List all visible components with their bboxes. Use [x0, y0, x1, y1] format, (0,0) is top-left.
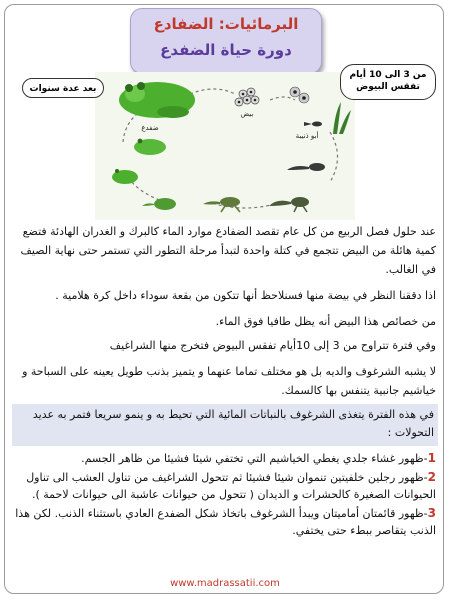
young-frog-icon [112, 169, 138, 184]
tadpole-label: أبو ذنيبة [295, 132, 319, 140]
tadpole-with-legs-icon [269, 197, 309, 212]
froglet-icon [203, 197, 240, 212]
paragraph-tadpole: لا يشبه الشرغوف والديه بل هو مختلف تماما عنهما و يتميز بذنب طويل يعينه على السباحة و خياشيم جانبية يتنفس بها كالسمك. [22, 365, 436, 397]
transformations-intro: في هذه الفترة يتغذى الشرغوف بالنباتات المائية التي تحيط به و ينمو سريعا فتمر به عديد التحولات : [12, 404, 438, 446]
paragraph-egg-look: اذا دققنا النظر في بيضة منها فسنلاحظ أنها تتكون من بقعة سوداء داخل كرة هلامية . [55, 289, 436, 302]
list-number: 2 [427, 470, 436, 484]
page-subtitle: دورة حياة الضفدع [160, 41, 292, 59]
list-item [12, 469, 436, 503]
list-text: -ظهور رجلين خلفيتين تنموان شيئا فشيئا ثم تتحول الشراغيف من تناول العشب الى تناول الحيوانات الصغيرة كالحشرات و الديدان ( تتحول من حيوانات عاشبة الى حيوانات لاحمة ). [26, 471, 436, 501]
adult-frog-icon [119, 82, 195, 118]
list-item [12, 505, 436, 539]
list-number: 1 [427, 451, 436, 465]
paragraph-spring: عند حلول فصل الربيع من كل عام تقصد الضفادع موارد الماء كالبرك و الغدران الهادئة فتضع كمية هائلة من البيض تتجمع في كتلة واحدة لتبدأ مرحلة التطور التي تستمر حتى نهاية الصيف في الغالب. [20, 225, 436, 276]
callout-hatch-days: من 3 الى 10 أيام تفقس البيوض [340, 64, 436, 100]
list-item [12, 450, 436, 467]
list-text: -ظهور قائمتان أماميتان ويبدأ الشرغوف باتخاذ شكل الضفدع العادي باستثناء الذنب. لكن هذا الذنب يتقاصر ببطء حتى يختفي. [15, 507, 436, 537]
transformations-list [12, 450, 436, 541]
hatching-eggs-icon [290, 87, 309, 103]
young-tadpole-icon [304, 122, 322, 127]
frog-label: ضفدع [141, 124, 159, 132]
list-text: -ظهور غشاء جلدي يغطي الخياشيم التي تختفي شيئا فشيئا من ظاهر الجسم. [81, 452, 428, 465]
list-number: 3 [427, 506, 436, 520]
title-box [130, 8, 322, 74]
small-frog-icon [134, 139, 166, 155]
life-cycle-svg [95, 72, 355, 220]
eggs-icon [235, 88, 259, 106]
paragraph-egg-float: من خصائص هذا البيض أنه يظل طافيا فوق الماء. [215, 315, 436, 328]
page-title: البرمائيات: الضفادع [153, 15, 299, 33]
water-plant-icon [333, 102, 351, 134]
tadpole-icon [287, 163, 325, 171]
young-frog-tail-icon [142, 198, 176, 210]
frog-life-cycle-diagram [95, 72, 355, 220]
footer-url[interactable]: www.madrassatii.com [170, 578, 280, 589]
callout-after-years: بعد عدة سنوات [22, 78, 104, 98]
paragraph-hatching: وفي فترة تتراوح من 3 إلى 10أيام تفقس البيوض فتخرج منها الشراغيف [109, 339, 436, 352]
eggs-label: بيض [240, 110, 254, 118]
